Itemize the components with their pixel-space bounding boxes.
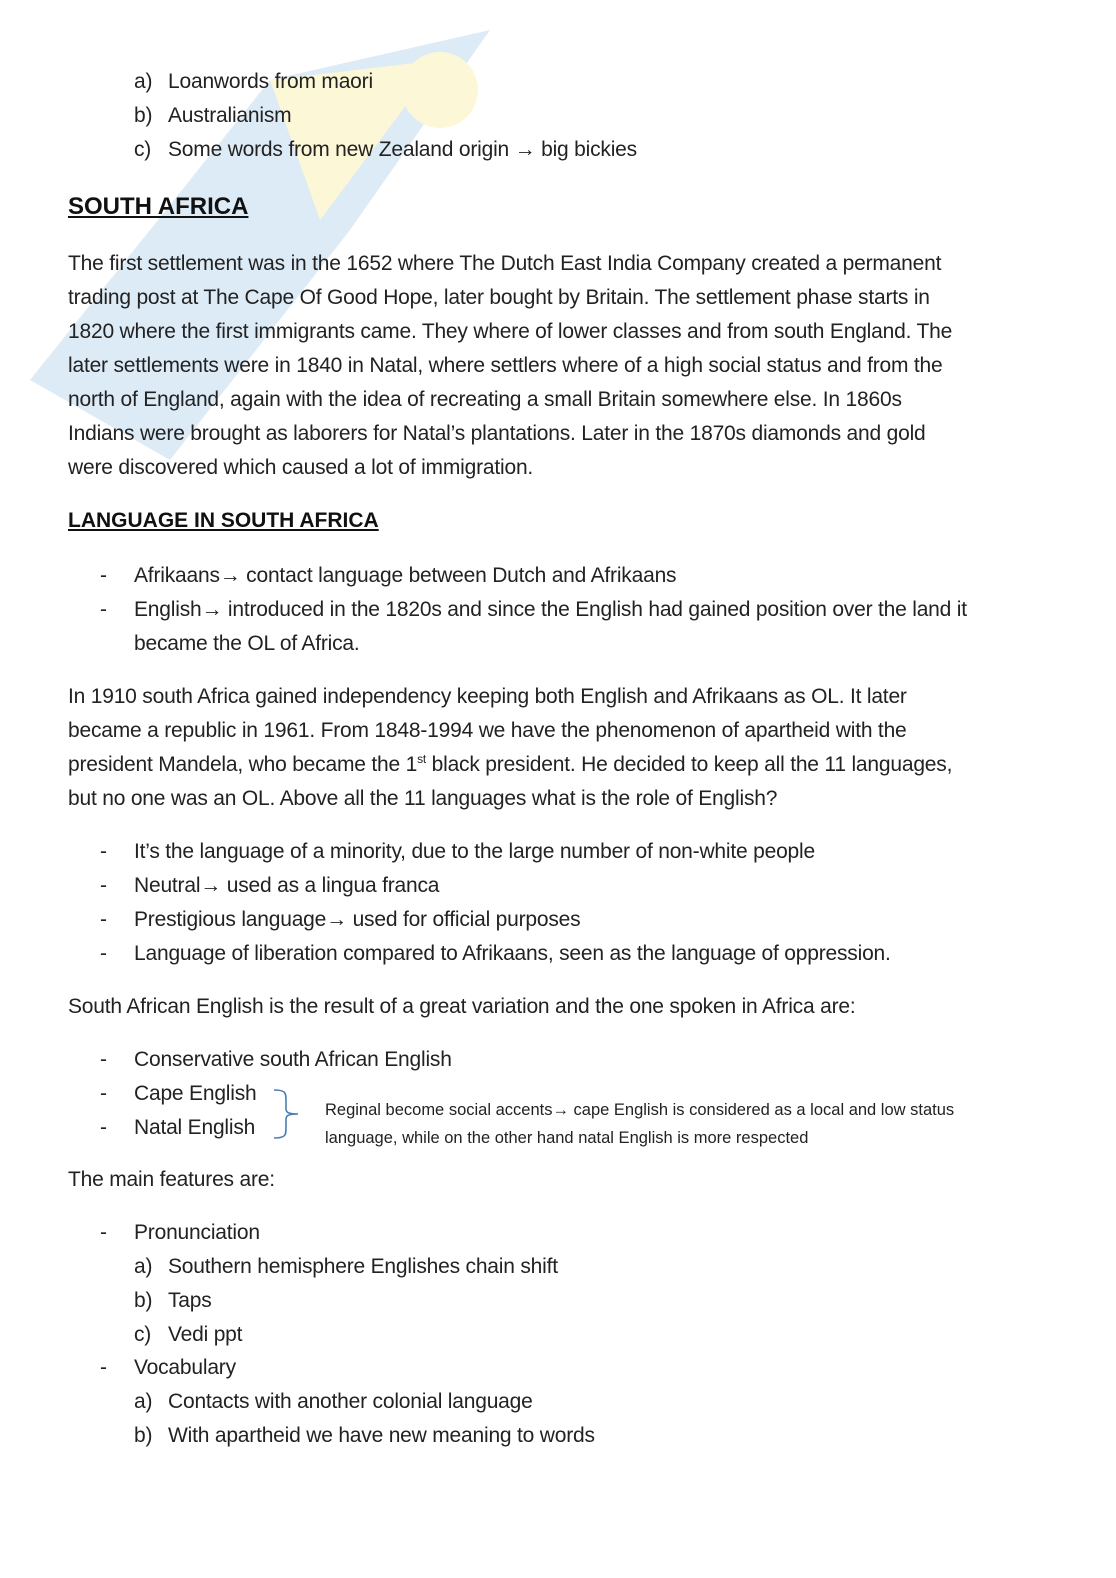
paragraph-line: were discovered which caused a lot of immigration. bbox=[68, 456, 534, 479]
bullet-marker: - bbox=[100, 942, 107, 965]
paragraph-line: The first settlement was in the 1652 where The Dutch East India Company created a permanent bbox=[68, 252, 942, 275]
role-item: Language of liberation compared to Afrikaans, seen as the language of oppression. bbox=[134, 942, 891, 965]
bullet-marker: - bbox=[100, 1048, 107, 1071]
role-item: It’s the language of a minority, due to the large number of non-white people bbox=[134, 840, 815, 863]
intro-list-item: Some words from new Zealand origin → big bickies bbox=[168, 138, 637, 161]
variety-item: Natal English bbox=[134, 1116, 256, 1139]
paragraph-line: became a republic in 1961. From 1848-1994 we have the phenomenon of apartheid with the bbox=[68, 719, 907, 742]
intro-list-item: Australianism bbox=[168, 104, 292, 127]
bullet-marker: - bbox=[100, 598, 107, 621]
paragraph-line: The main features are: bbox=[68, 1168, 275, 1191]
sub-item-marker: b) bbox=[134, 1424, 153, 1447]
paragraph-line: In 1910 south Africa gained independency keeping both English and Afrikaans as OL. It later bbox=[68, 685, 907, 708]
section-heading-language: LANGUAGE IN SOUTH AFRICA bbox=[68, 509, 379, 532]
text-segment: black president. He decided to keep all the 11 languages, bbox=[426, 753, 953, 776]
intro-list-item: Loanwords from maori bbox=[168, 70, 373, 93]
sub-item: With apartheid we have new meaning to words bbox=[168, 1424, 595, 1447]
variety-item: Cape English bbox=[134, 1082, 257, 1105]
superscript: st bbox=[417, 752, 426, 766]
paragraph-line bbox=[68, 753, 952, 777]
role-item: Neutral→ used as a lingua franca bbox=[134, 874, 440, 897]
varieties-note-line: language, while on the other hand natal English is more respected bbox=[325, 1129, 809, 1147]
paragraph-line: South African English is the result of a great variation and the one spoken in Africa are: bbox=[68, 995, 856, 1018]
bullet-item: Afrikaans→ contact language between Dutch and Afrikaans bbox=[134, 564, 677, 587]
sub-item: Taps bbox=[168, 1289, 212, 1312]
bullet-marker: - bbox=[100, 908, 107, 931]
paragraph-line: but no one was an OL. Above all the 11 languages what is the role of English? bbox=[68, 787, 778, 810]
bullet-marker: - bbox=[100, 1221, 107, 1244]
paragraph-line: 1820 where the first immigrants came. They where of lower classes and from south England. The bbox=[68, 320, 953, 343]
paragraph-line: north of England, again with the idea of recreating a small Britain somewhere else. In 1860s bbox=[68, 388, 902, 411]
bullet-marker: - bbox=[100, 1356, 107, 1379]
sub-item: Southern hemisphere Englishes chain shift bbox=[168, 1255, 558, 1278]
bullet-item-continued: became the OL of Africa. bbox=[134, 632, 360, 655]
brace-icon bbox=[270, 1087, 302, 1141]
sub-item-marker: c) bbox=[134, 1323, 152, 1346]
intro-list-marker: b) bbox=[134, 104, 153, 127]
sub-item: Vedi ppt bbox=[168, 1323, 243, 1346]
bullet-marker: - bbox=[100, 874, 107, 897]
paragraph-line: later settlements were in 1840 in Natal, where settlers where of a high social status and from the bbox=[68, 354, 943, 377]
paragraph-line: Indians were brought as laborers for Natal’s plantations. Later in the 1870s diamonds and gold bbox=[68, 422, 926, 445]
bullet-marker: - bbox=[100, 1082, 107, 1105]
sub-item-marker: a) bbox=[134, 1390, 153, 1413]
varieties-note-line: Reginal become social accents→ cape English is considered as a local and low status bbox=[325, 1101, 955, 1119]
sub-item-marker: b) bbox=[134, 1289, 153, 1312]
section-heading-south-africa: SOUTH AFRICA bbox=[68, 193, 249, 220]
text-segment: president Mandela, who became the 1 bbox=[68, 753, 418, 776]
paragraph-line: trading post at The Cape Of Good Hope, later bought by Britain. The settlement phase starts in bbox=[68, 286, 930, 309]
bullet-marker: - bbox=[100, 564, 107, 587]
bullet-marker: - bbox=[100, 840, 107, 863]
bullet-item: English→ introduced in the 1820s and since the English had gained position over the land it bbox=[134, 598, 967, 621]
sub-item-marker: a) bbox=[134, 1255, 153, 1278]
role-item: Prestigious language→ used for official purposes bbox=[134, 908, 581, 931]
feature-item: Vocabulary bbox=[134, 1356, 236, 1379]
intro-list-marker: a) bbox=[134, 70, 153, 93]
feature-item: Pronunciation bbox=[134, 1221, 260, 1244]
sub-item: Contacts with another colonial language bbox=[168, 1390, 533, 1413]
intro-list-marker: c) bbox=[134, 138, 152, 161]
bullet-marker: - bbox=[100, 1116, 107, 1139]
variety-item: Conservative south African English bbox=[134, 1048, 452, 1071]
